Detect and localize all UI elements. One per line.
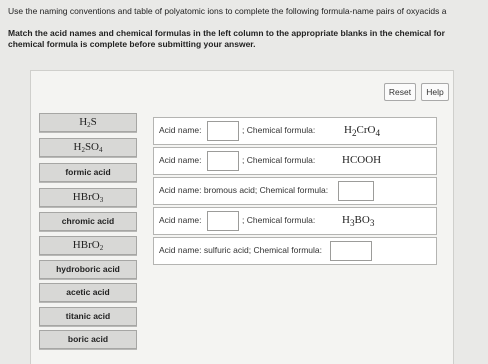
row-1-formula: $H_2CrO_4$ bbox=[344, 124, 381, 139]
row-2-formula: HCOOH bbox=[342, 154, 382, 166]
row-1-name-blank[interactable] bbox=[207, 121, 239, 141]
tile-h2s[interactable] bbox=[39, 113, 137, 132]
tile-hbro3[interactable] bbox=[39, 188, 137, 207]
row-2-prefix: Acid name: bbox=[159, 155, 202, 165]
row-5-formula-blank[interactable] bbox=[330, 241, 372, 261]
row-4-formula: $H_3BO_3$ bbox=[342, 214, 375, 229]
intro-text: Use the naming conventions and table of polyatomic ions to complete the following formula-name pairs of oxyacids a bbox=[8, 6, 447, 16]
answer-row-3 bbox=[153, 177, 437, 205]
row-3-formula-blank[interactable] bbox=[338, 181, 374, 201]
row-2-name-blank[interactable] bbox=[207, 151, 239, 171]
tile-hbro2[interactable] bbox=[39, 236, 137, 255]
tile-chromic-acid[interactable]: chromic acid bbox=[39, 212, 137, 231]
help-button[interactable]: Help bbox=[421, 83, 449, 101]
task-line-1: Match the acid names and chemical formulas in the left column to the appropriate blanks in the chemical for bbox=[8, 28, 445, 38]
answer-row-1 bbox=[153, 117, 437, 145]
reset-button[interactable]: Reset bbox=[384, 83, 416, 101]
tile-formic-acid[interactable]: formic acid bbox=[39, 163, 137, 182]
row-1-suffix: ; Chemical formula: bbox=[242, 125, 316, 135]
answer-row-5 bbox=[153, 237, 437, 265]
task-instructions bbox=[8, 28, 488, 50]
row-4-name-blank[interactable] bbox=[207, 211, 239, 231]
matching-panel bbox=[30, 70, 454, 364]
row-3-text: Acid name: bromous acid; Chemical formula: bbox=[159, 185, 329, 195]
row-2-suffix: ; Chemical formula: bbox=[242, 155, 316, 165]
row-4-prefix: Acid name: bbox=[159, 215, 202, 225]
tile-h2so4[interactable] bbox=[39, 138, 137, 157]
tile-titanic-acid[interactable]: titanic acid bbox=[39, 307, 137, 326]
row-4-suffix: ; Chemical formula: bbox=[242, 215, 316, 225]
task-line-2: chemical formula is complete before submitting your answer. bbox=[8, 39, 256, 49]
tile-boric-acid[interactable]: boric acid bbox=[39, 330, 137, 349]
tile-acetic-acid[interactable]: acetic acid bbox=[39, 283, 137, 302]
tile-hydroboric-acid[interactable]: hydroboric acid bbox=[39, 260, 137, 279]
formula-h2s: $H_2S$ bbox=[79, 116, 97, 129]
formula-h2so4: $H_2SO_4$ bbox=[73, 141, 103, 154]
row-5-text: Acid name: sulfuric acid; Chemical formula: bbox=[159, 245, 322, 255]
answer-row-4 bbox=[153, 207, 437, 235]
row-1-prefix: Acid name: bbox=[159, 125, 202, 135]
answer-row-2 bbox=[153, 147, 437, 175]
formula-hbro3: HBrO$_3$ bbox=[72, 191, 104, 204]
formula-hbro2: HBrO$_2$ bbox=[72, 239, 104, 252]
